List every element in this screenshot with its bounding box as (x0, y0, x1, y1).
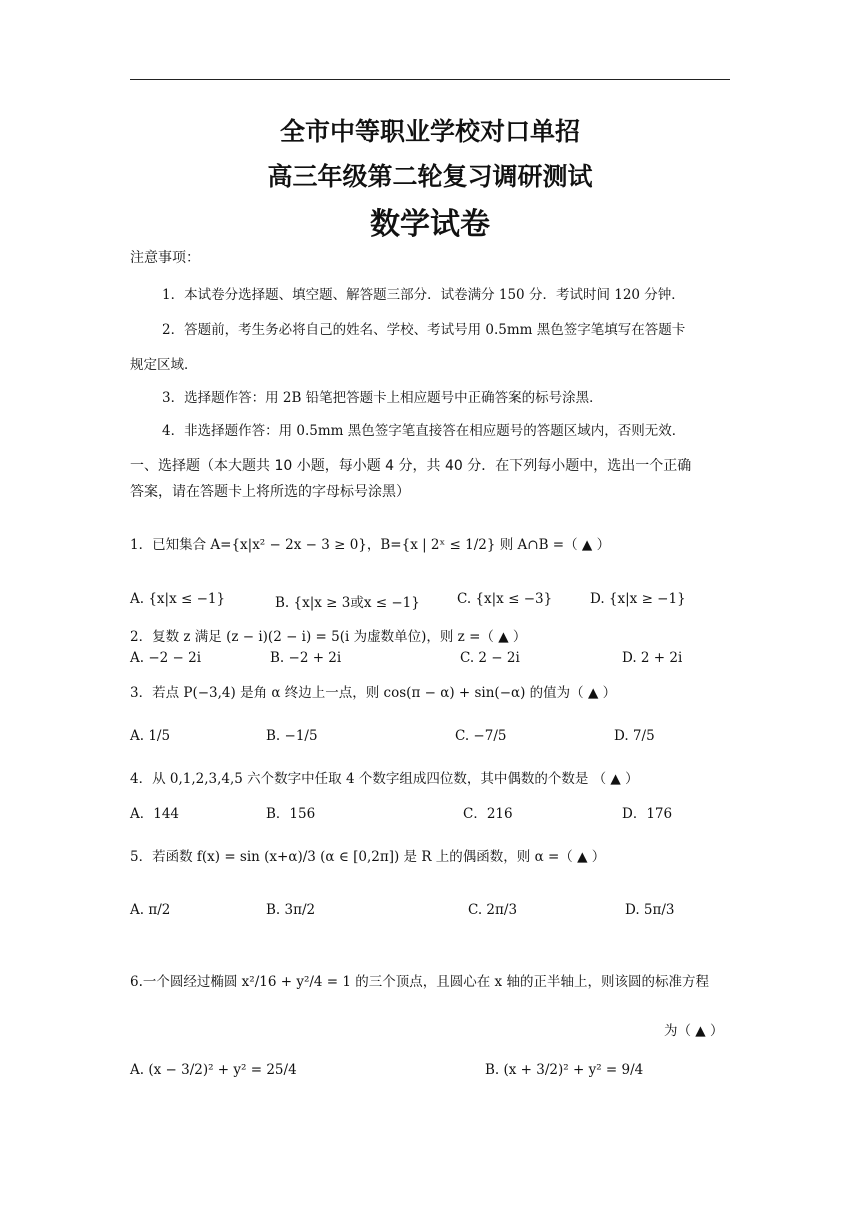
q2-option-b: B. −2 + 2i (270, 650, 342, 666)
q5-option-c: C. 2π/3 (468, 902, 518, 918)
question-3: 3．若点 P(−3,4) 是角 α 终边上一点，则 cos(π − α) + sin(−α) 的值为（ ▲ ） (130, 685, 617, 701)
question-4: 4．从 0,1,2,3,4,5 六个数字中任取 4 个数字组成四位数，其中偶数的个数是 （ ▲ ） (130, 771, 639, 787)
q4-option-c: C．216 (463, 806, 513, 822)
notice-item-1: 1．本试卷分选择题、填空题、解答题三部分．试卷满分 150 分．考试时间 120 分钟． (162, 287, 685, 303)
q5-option-a: A. π/2 (130, 902, 171, 918)
q1-option-d: D. {x|x ≥ −1} (590, 591, 686, 607)
q2-option-a: A. −2 − 2i (130, 650, 202, 666)
question-6: 6.一个圆经过椭圆 x²/16 + y²/4 = 1 的三个顶点，且圆心在 x 轴的正半轴上，则该圆的标准方程 (130, 974, 709, 990)
q1-option-a: A. {x|x ≤ −1} (130, 591, 226, 607)
notice-item-3: 3．选择题作答：用 2B 铅笔把答题卡上相应题号中正确答案的标号涂黑． (162, 390, 603, 406)
q6-option-a: A. (x − 3/2)² + y² = 25/4 (130, 1062, 297, 1078)
question-5: 5．若函数 f(x) = sin (x+α)/3 (α ∈ [0,2π]) 是 R 上的偶函数，则 α =（ ▲ ） (130, 849, 606, 865)
q1-option-c: C. {x|x ≤ −3} (457, 591, 553, 607)
exam-title-line1: 全市中等职业学校对口单招 (279, 117, 580, 146)
q4-option-b: B．156 (266, 806, 316, 822)
q4-option-d: D．176 (622, 806, 673, 822)
question-1: 1．已知集合 A={x|x² − 2x − 3 ≥ 0}，B={x | 2ˣ ≤ 1/2} 则 A∩B =（ ▲ ） (130, 537, 611, 553)
notice-item-2-cont: 规定区域． (130, 357, 198, 373)
q3-option-b: B. −1/5 (266, 728, 318, 744)
q5-option-b: B. 3π/2 (266, 902, 316, 918)
question-2: 2．复数 z 满足 (z − i)(2 − i) = 5(i 为虚数单位)，则 z =（ ▲ ） (130, 629, 527, 645)
q4-option-a: A．144 (130, 806, 180, 822)
notice-item-2: 2．答题前，考生务必将自己的姓名、学校、考试号用 0.5mm 黑色签字笔填写在答题卡 (162, 322, 686, 338)
exam-title-line2: 高三年级第二轮复习调研测试 (267, 162, 593, 191)
q3-option-a: A. 1/5 (130, 728, 171, 744)
q2-option-d: D. 2 + 2i (622, 650, 683, 666)
question-6-tail: 为（ ▲ ） (664, 1023, 724, 1039)
section1-heading-cont: 答案，请在答题卡上将所选的字母标号涂黑） (130, 484, 410, 500)
notice-heading: 注意事项： (130, 250, 200, 266)
notice-item-4: 4．非选择题作答：用 0.5mm 黑色签字笔直接答在相应题号的答题区域内，否则无效． (162, 423, 686, 439)
q5-option-d: D. 5π/3 (625, 902, 675, 918)
q2-option-c: C. 2 − 2i (460, 650, 520, 666)
q1-option-b: B. {x|x ≥ 3或x ≤ −1} (275, 595, 420, 611)
section1-heading: 一、选择题（本大题共 10 小题，每小题 4 分，共 40 分．在下列每小题中，选出一个正确 (130, 458, 692, 474)
header-rule (130, 79, 730, 80)
q6-option-b: B. (x + 3/2)² + y² = 9/4 (485, 1062, 644, 1078)
q3-option-d: D. 7/5 (614, 728, 655, 744)
exam-title-subject: 数学试卷 (370, 207, 490, 242)
q3-option-c: C. −7/5 (455, 728, 507, 744)
